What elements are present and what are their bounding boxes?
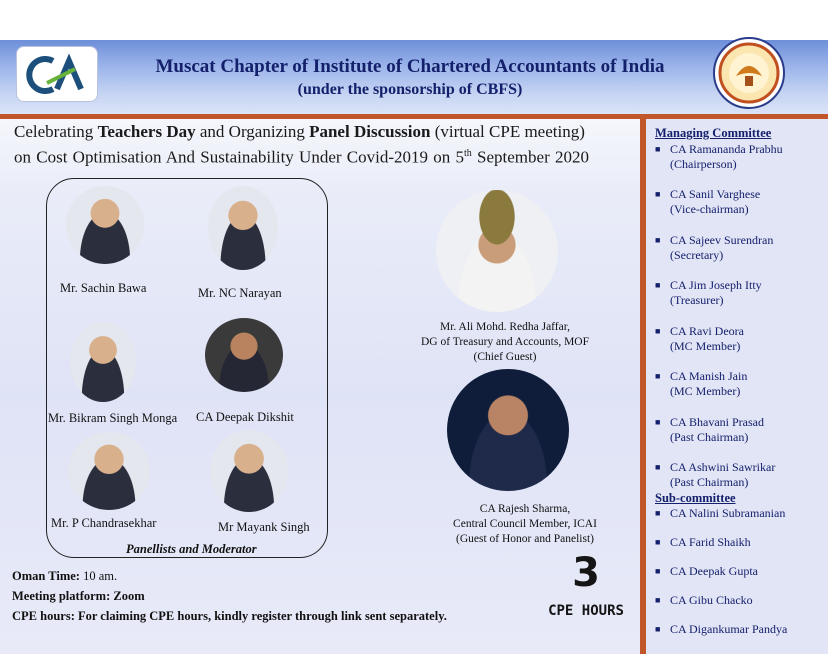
- guest-of-honor-photo: [447, 369, 569, 491]
- cpe-hours-label: CPE HOURS: [548, 603, 624, 619]
- event-headline: Celebrating Teachers Day and Organizing Panel Discussion (virtual CPE meeting) on Cost Optimisation And Sustainability Under Covid-2019 on 5th September 2020: [14, 122, 589, 167]
- panel-caption: Panellists and Moderator: [126, 542, 257, 556]
- meeting-platform: Meeting platform: Zoom: [12, 589, 145, 603]
- guest-of-honor-caption: CA Rajesh Sharma, Central Council Member, ICAI (Guest of Honor and Panelist): [453, 503, 597, 545]
- sub-committee-title: Sub-committee: [655, 491, 736, 505]
- ca-logo-icon: [16, 46, 98, 102]
- panelist-name: Mr Mayank Singh: [218, 520, 310, 534]
- panelist-name: Mr. Bikram Singh Monga: [48, 411, 178, 425]
- panelist-name: Mr. Sachin Bawa: [60, 281, 147, 295]
- panelist-photo: [70, 322, 136, 402]
- managing-committee-title: Managing Committee: [655, 126, 772, 140]
- panelist-photo: [210, 430, 288, 512]
- panelist-photo: [208, 186, 278, 270]
- panelist-name: Mr. NC Narayan: [198, 286, 282, 300]
- page-title: Muscat Chapter of Institute of Chartered Accountants of India: [155, 56, 665, 77]
- oman-time: Oman Time: 10 am.: [12, 569, 118, 583]
- panelist-name: Mr. P Chandrasekhar: [51, 516, 157, 530]
- header-banner: [0, 40, 828, 118]
- chief-guest-caption: Mr. Ali Mohd. Redha Jaffar, DG of Treasury and Accounts, MOF (Chief Guest): [420, 321, 590, 363]
- icai-emblem-icon: [712, 36, 786, 110]
- cpe-hours-number: 3: [572, 550, 600, 596]
- cpe-note: CPE hours: For claiming CPE hours, kindly register through link sent separately.: [12, 609, 447, 623]
- panelist-photo: [68, 432, 150, 510]
- chief-guest-photo: [436, 190, 558, 312]
- panelist-name: CA Deepak Dikshit: [196, 410, 294, 424]
- panelist-photo: [66, 186, 144, 264]
- page-subtitle: (under the sponsorship of CBFS): [297, 81, 523, 98]
- panelist-photo: [205, 318, 283, 392]
